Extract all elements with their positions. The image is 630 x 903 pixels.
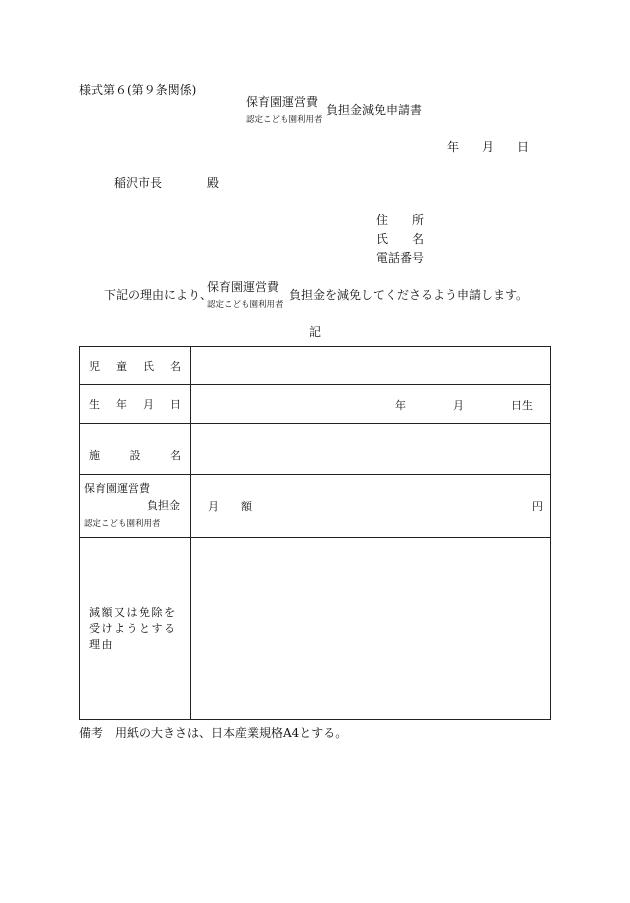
child-name-label [80, 347, 191, 385]
request-fee-upper: 保育園運営費 [207, 280, 280, 294]
reason-label-line: 理由 [89, 637, 114, 651]
fee-monthly-label: 月 額 [208, 500, 252, 513]
date-month-label: 月 [482, 140, 495, 154]
addressee-honorific: 殿 [207, 176, 220, 190]
reason-label-line: 減額又は免除を [89, 605, 177, 619]
applicant-name-label: 氏 名 [376, 232, 425, 246]
date-year-label: 年 [447, 140, 460, 154]
fee-field[interactable] [191, 475, 551, 538]
title-fee-lower: 認定こども園利用者 [246, 115, 323, 125]
request-fee-lower: 認定こども園利用者 [207, 300, 284, 310]
application-table [79, 346, 551, 720]
fee-label-upper: 保育園運営費 [84, 482, 150, 495]
reason-field[interactable] [191, 538, 551, 720]
reason-label [80, 538, 191, 720]
birth-year-label: 年 [395, 399, 406, 412]
applicant-address-label: 住 所 [376, 213, 425, 227]
birth-date-label-char: 年 [116, 398, 127, 411]
fee-yen-unit: 円 [532, 500, 543, 513]
child-name-label-char: 名 [170, 359, 181, 373]
request-prefix: 下記の理由により、 [104, 288, 213, 302]
row-fee [80, 475, 551, 538]
date-day-label: 日 [517, 140, 530, 154]
facility-label [80, 424, 191, 475]
birth-day-label: 日生 [511, 399, 533, 412]
form-number: 様式第６(第９条関係) [79, 83, 197, 97]
fee-label-lower: 認定こども園利用者 [84, 519, 161, 529]
birth-date-label-char: 生 [89, 398, 100, 411]
document-title: 負担金減免申請書 [326, 103, 423, 117]
applicant-phone-label: 電話番号 [376, 251, 425, 265]
facility-label-char: 名 [170, 449, 181, 462]
child-name-field[interactable] [191, 347, 551, 385]
reason-label-line: 受けようとする [89, 621, 177, 635]
fee-label-mid: 負担金 [147, 499, 180, 512]
child-name-label-char: 童 [116, 359, 127, 373]
fee-label [80, 475, 191, 538]
birth-date-label [80, 385, 191, 424]
facility-label-char: 設 [129, 449, 141, 462]
footnote: 備考 用紙の大きさは、日本産業規格A4とする。 [79, 726, 348, 740]
facility-label-char: 施 [89, 449, 100, 462]
row-birth-date [80, 385, 551, 424]
child-name-label-char: 児 [89, 359, 100, 373]
row-child-name [80, 347, 551, 385]
birth-date-label-char: 月 [143, 398, 154, 411]
ki-heading: 記 [309, 325, 322, 339]
birth-date-field[interactable] [191, 385, 551, 424]
request-suffix: 負担金を減免してくださるよう申請します。 [289, 288, 529, 302]
facility-field[interactable] [191, 424, 551, 475]
row-facility [80, 424, 551, 475]
birth-month-label: 月 [453, 399, 464, 412]
birth-date-label-char: 日 [170, 398, 181, 411]
addressee-name: 稲沢市長 [114, 176, 163, 190]
title-fee-upper: 保育園運営費 [246, 95, 319, 109]
child-name-label-char: 氏 [143, 359, 154, 373]
row-reason [80, 538, 551, 720]
